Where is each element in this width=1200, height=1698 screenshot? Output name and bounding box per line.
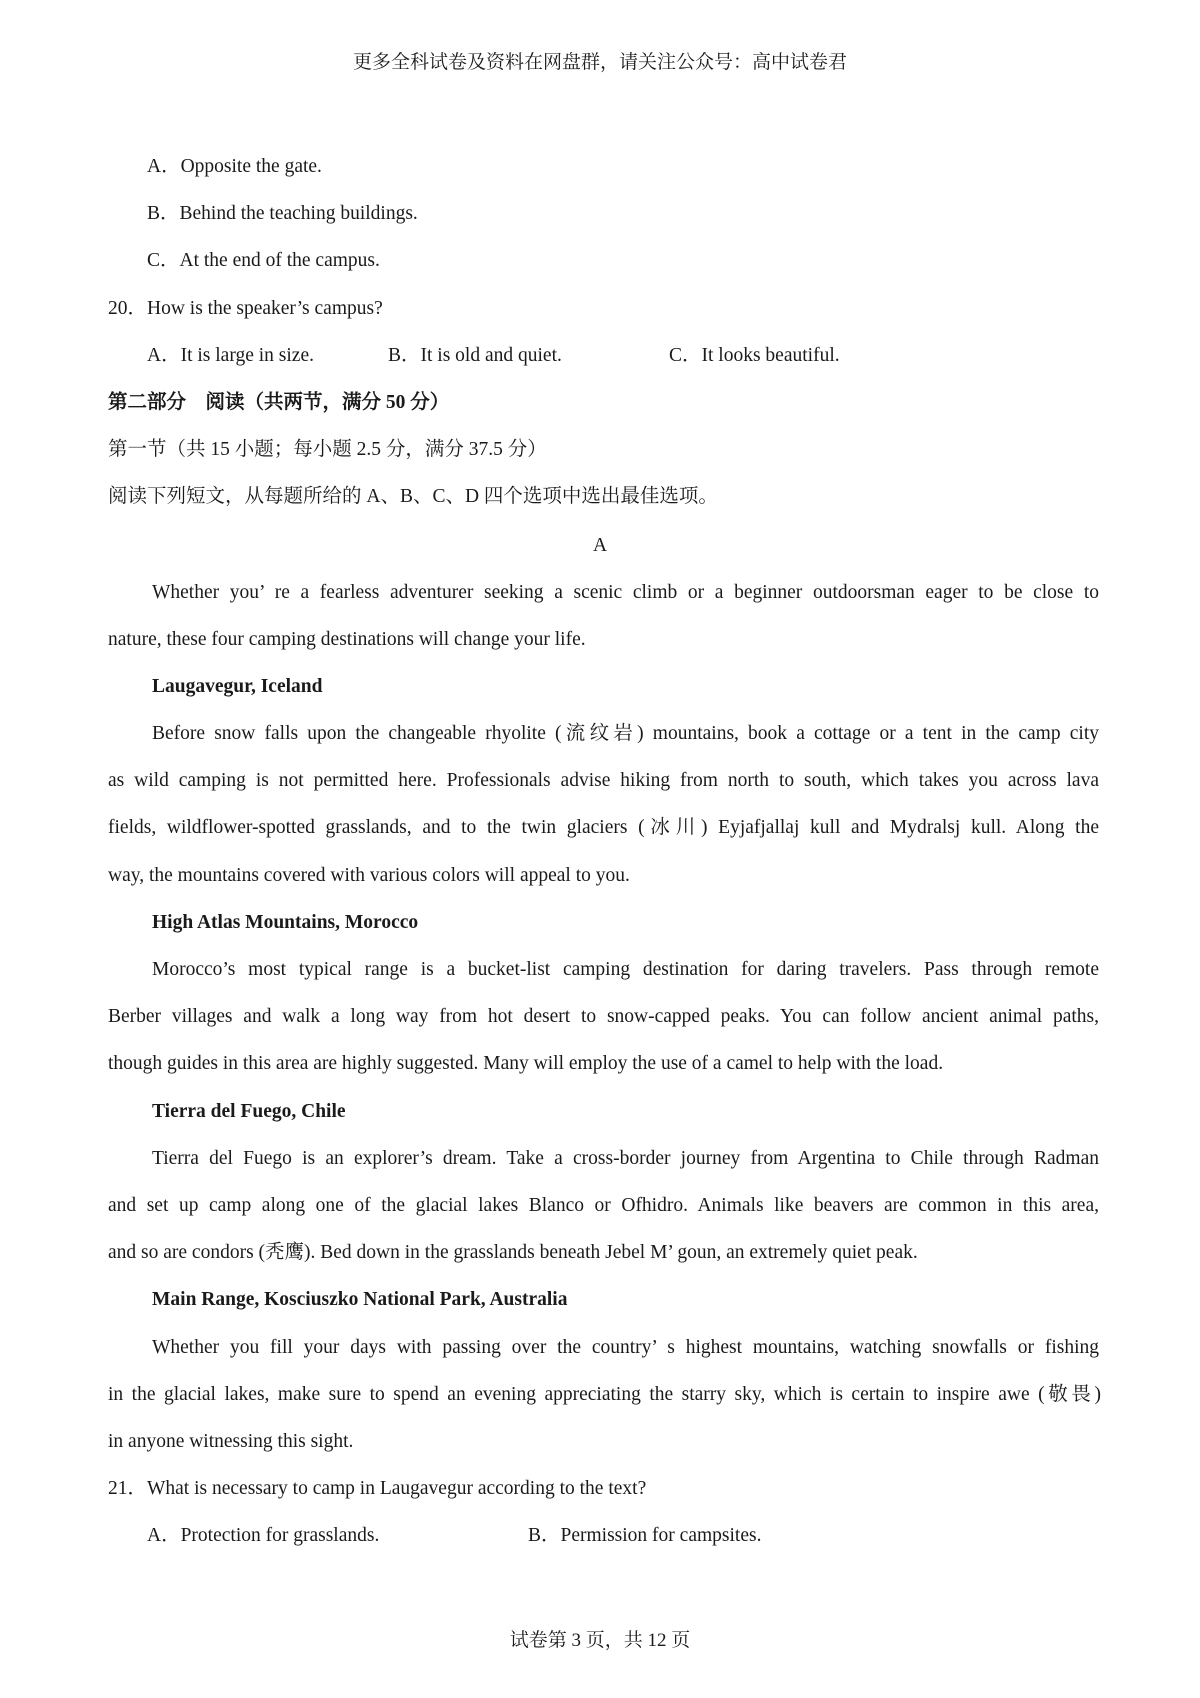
reading-instruction: 阅读下列短文，从每题所给的 A、B、C、D 四个选项中选出最佳选项。 [108, 486, 718, 507]
paragraph-line: and set up camp along one of the glacial lakes Blanco or Ofhidro. Animals like beavers are common in this area, [108, 1195, 1099, 1216]
paragraph-line: and so are condors (秃鹰). Bed down in the grasslands beneath Jebel M’ goun, an extremely quiet peak. [108, 1242, 918, 1263]
part2-title: 第二部分 阅读（共两节，满分 50 分） [108, 392, 450, 413]
section1-title: 第一节（共 15 小题；每小题 2.5 分，满分 37.5 分） [108, 439, 547, 460]
paragraph-line: way, the mountains covered with various colors will appeal to you. [108, 865, 630, 886]
q19-option-a: A．Opposite the gate. [147, 156, 322, 177]
q20-option-b: B．It is old and quiet. [388, 345, 562, 366]
page-footer: 试卷第 3 页，共 12 页 [509, 1630, 691, 1651]
q21-option-a: A．Protection for grasslands. [147, 1525, 380, 1546]
paragraph-line: Berber villages and walk a long way from hot desert to snow-capped peaks. You can follow ancient animal paths, [108, 1006, 1099, 1027]
paragraph-line: in anyone witnessing this sight. [108, 1431, 354, 1452]
q20-option-c: C．It looks beautiful. [669, 345, 840, 366]
intro-line-1: Whether you’ re a fearless adventurer seeking a scenic climb or a beginner outdoorsman eager to be close to [152, 582, 1099, 603]
paragraph-line: as wild camping is not permitted here. Professionals advise hiking from north to south, which takes you across lava [108, 770, 1099, 791]
paragraph-line: Tierra del Fuego is an explorer’s dream. Take a cross-border journey from Argentina to Chile through Radman [152, 1148, 1099, 1169]
q19-option-c: C．At the end of the campus. [147, 250, 380, 271]
q19-option-b: B．Behind the teaching buildings. [147, 203, 418, 224]
q20-question: 20．How is the speaker’s campus? [108, 298, 383, 319]
q21-question: 21．What is necessary to camp in Laugavegur according to the text? [108, 1478, 647, 1499]
passage-letter: A [592, 535, 608, 556]
paragraph-line: in the glacial lakes, make sure to spend an evening appreciating the starry sky, which is certain to inspire awe (敬畏) [108, 1384, 1101, 1405]
paragraph-line: Before snow falls upon the changeable rhyolite (流纹岩) mountains, book a cottage or a tent in the camp city [152, 723, 1099, 744]
section-heading-laugavegur: Laugavegur, Iceland [152, 676, 323, 697]
section-heading-high-atlas: High Atlas Mountains, Morocco [152, 912, 419, 933]
section-heading-main-range: Main Range, Kosciuszko National Park, Australia [152, 1289, 568, 1310]
q20-option-a: A．It is large in size. [147, 345, 314, 366]
section-heading-tierra-del-fuego: Tierra del Fuego, Chile [152, 1101, 346, 1122]
paragraph-line: Whether you fill your days with passing over the country’ s highest mountains, watching snowfalls or fishing [152, 1337, 1099, 1358]
paragraph-line: though guides in this area are highly suggested. Many will employ the use of a camel to help with the load. [108, 1053, 944, 1074]
intro-line-2: nature, these four camping destinations will change your life. [108, 629, 586, 650]
page-header: 更多全科试卷及资料在网盘群，请关注公众号：高中试卷君 [352, 52, 847, 73]
paragraph-line: Morocco’s most typical range is a bucket-list camping destination for daring travelers. Pass through remote [152, 959, 1099, 980]
paragraph-line: fields, wildflower-spotted grasslands, and to the twin glaciers (冰川) Eyjafjallaj kull and Mydralsj kull. Along the [108, 817, 1099, 838]
q21-option-b: B．Permission for campsites. [528, 1525, 762, 1546]
